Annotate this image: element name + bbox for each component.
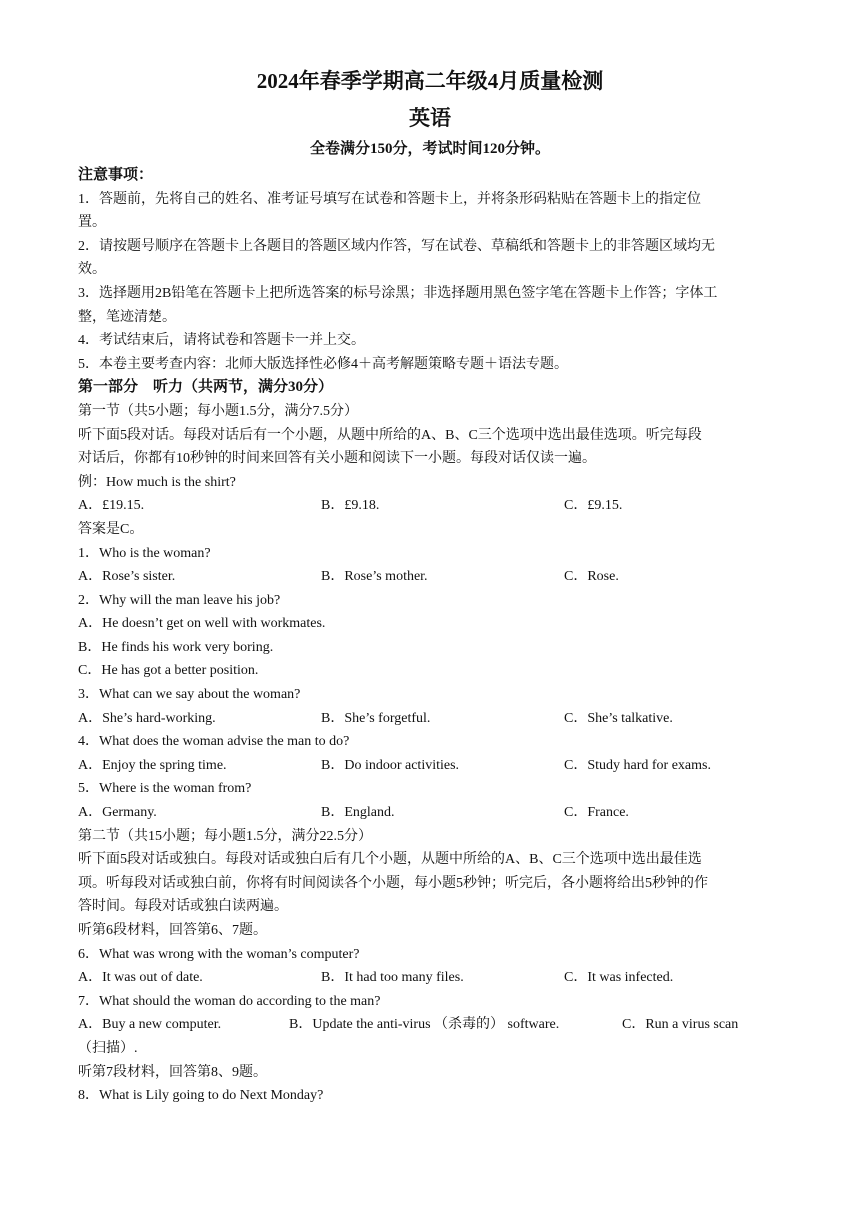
question-8: 8．What is Lily going to do Next Monday? — [78, 1088, 324, 1104]
subject-title: 英语 — [409, 106, 451, 130]
question-6-options — [78, 966, 782, 990]
option-c: C．Rose. — [564, 569, 619, 585]
option-b: B．Do indoor activities. — [321, 757, 460, 773]
option-b: B．Rose’s mother. — [321, 569, 428, 585]
exam-title: 2024年春季学期高二年级4月质量检测 — [256, 69, 604, 93]
question-5-options — [78, 801, 782, 825]
option-b: B．£9.18. — [321, 498, 380, 514]
section1-instructions: 对话后，你都有10秒钟的时间来回答有关小题和阅读下一小题。每段对话仅读一遍。 — [78, 451, 596, 467]
option-b: B．It had too many files. — [321, 970, 464, 986]
note-line: 4．考试结束后，请将试卷和答题卡一并上交。 — [78, 333, 365, 349]
section2-instructions: 听下面5段对话或独白。每段对话或独白后有几个小题，从题中所给的A、B、C三个选项中选出最佳选 — [78, 852, 702, 868]
option-b: B．She’s forgetful. — [321, 710, 431, 726]
question-3: 3．What can we say about the woman? — [78, 687, 301, 703]
note-line: 置。 — [78, 215, 106, 231]
option-c: C．Study hard for exams. — [564, 757, 711, 773]
option-a: A．£19.15. — [78, 498, 145, 514]
option-b: B．England. — [321, 805, 395, 821]
question-7-options — [78, 1013, 782, 1037]
option-a: A．Buy a new computer. — [78, 1017, 222, 1033]
score-time-line: 全卷满分150分，考试时间120分钟。 — [309, 141, 550, 157]
example-answer: 答案是C。 — [78, 521, 144, 537]
material-7-heading: 听第7段材料，回答第8、9题。 — [78, 1064, 267, 1080]
option-a: A．It was out of date. — [78, 970, 203, 986]
option-a: A．Enjoy the spring time. — [78, 757, 227, 773]
section2-instructions: 答时间。每段对话或独白读两遍。 — [78, 899, 288, 915]
option-c: C．She’s talkative. — [564, 710, 673, 726]
part1-heading: 第一部分 听力（共两节，满分30分） — [78, 379, 334, 396]
material-6-heading: 听第6段材料，回答第6、7题。 — [78, 923, 267, 938]
option-c-continuation: （扫描）. — [78, 1040, 138, 1056]
option-c: C．France. — [564, 805, 629, 821]
section2-heading: 第二节（共15小题；每小题1.5分，满分22.5分） — [78, 828, 372, 844]
question-4: 4．What does the woman advise the man to do? — [78, 734, 350, 750]
option-a: A．He doesn’t get on well with workmates. — [78, 616, 326, 632]
note-line: 1．答题前，先将自己的姓名、准考证号填写在试卷和答题卡上，并将条形码粘贴在答题卡上的指定位 — [78, 191, 701, 207]
note-line: 整，笔迹清楚。 — [78, 309, 176, 325]
option-b: B．Update the anti-virus （杀毒的） software. — [289, 1017, 560, 1033]
option-a: A．Rose’s sister. — [78, 569, 176, 585]
option-c: C．Run a virus scan — [622, 1017, 739, 1033]
question-3-options — [78, 707, 782, 731]
option-a: A．Germany. — [78, 805, 157, 821]
section1-heading: 第一节（共5小题；每小题1.5分，满分7.5分） — [78, 403, 358, 419]
option-c: C．It was infected. — [564, 970, 674, 986]
question-7: 7．What should the woman do according to the man? — [78, 993, 381, 1009]
question-5: 5．Where is the woman from? — [78, 781, 252, 797]
question-2: 2．Why will the man leave his job? — [78, 592, 281, 608]
option-c: C．He has got a better position. — [78, 663, 259, 679]
option-b: B．He finds his work very boring. — [78, 639, 274, 655]
note-line: 2．请按题号顺序在答题卡上各题目的答题区域内作答，写在试卷、草稿纸和答题卡上的非答题区域均无 — [78, 238, 715, 254]
note-line: 3．选择题用2B铅笔在答题卡上把所选答案的标号涂黑；非选择题用黑色签字笔在答题卡上作答；字体工 — [78, 285, 718, 301]
question-1: 1．Who is the woman? — [78, 545, 211, 561]
section2-instructions: 项。听每段对话或独白前，你将有时间阅读各个小题，每小题5秒钟；听完后，各小题将给出5秒钟的作 — [78, 875, 708, 891]
question-1-options — [78, 565, 782, 589]
exam-body — [78, 164, 782, 1108]
note-line: 5．本卷主要考查内容：北师大版选择性必修4＋高考解题策略专题＋语法专题。 — [78, 356, 568, 372]
question-6: 6．What was wrong with the woman’s computer? — [78, 946, 360, 962]
question-4-options — [78, 754, 782, 778]
section1-instructions: 听下面5段对话。每段对话后有一个小题，从题中所给的A、B、C三个选项中选出最佳选项。听完每段 — [78, 427, 702, 443]
option-a: A．She’s hard-working. — [78, 710, 216, 726]
example-options — [78, 494, 782, 518]
notes-heading: 注意事项： — [78, 167, 154, 183]
option-c: C．£9.15. — [564, 498, 623, 514]
example-question: 例：How much is the shirt? — [78, 474, 236, 490]
note-line: 效。 — [78, 262, 106, 278]
